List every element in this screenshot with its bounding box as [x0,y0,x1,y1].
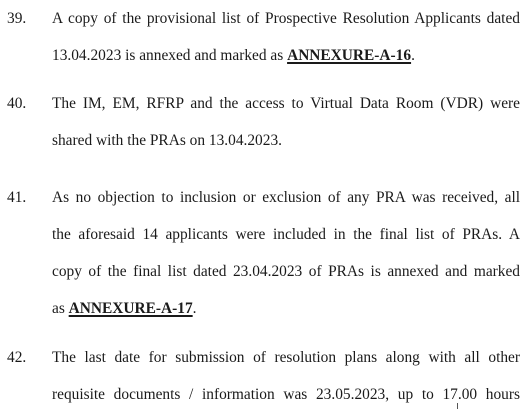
paragraph-line: shared with the PRAs on 13.04.2023. [52,132,282,149]
paragraph-line: the aforesaid 14 applicants were included in the final list of PRAs. A [52,226,520,243]
paragraph-line-text: as [52,300,69,317]
paragraph-number: 40. [7,95,27,112]
annexure-suffix: . [192,300,197,317]
paragraph-line: The IM, EM, RFRP and the access to Virtual Data Room (VDR) were [52,95,520,112]
annexure-reference: ANNEXURE-A-17 [68,300,193,317]
paragraph-line [52,290,197,327]
annexure-reference: ANNEXURE-A-16 [287,47,412,64]
paragraph-line: copy of the final list dated 23.04.2023 of PRAs is annexed and marked [52,263,520,280]
paragraph-line: A copy of the provisional list of Prospective Resolution Applicants dated [52,10,520,27]
paragraph-line: As no objection to inclusion or exclusion of any PRA was received, all [52,189,520,206]
paragraph-number: 42. [7,349,27,366]
paragraph-number: 39. [7,10,27,27]
scan-artifact [457,403,458,409]
paragraph-line: The last date for submission of resolution plans along with all other [52,349,520,366]
paragraph-number: 41. [7,189,27,206]
annexure-suffix: . [411,47,415,64]
paragraph-line: requisite documents / information was 23.05.2023, up to 17.00 hours [52,386,520,403]
paragraph-line-text: 13.04.2023 is annexed and marked as [52,47,288,64]
paragraph-line [52,37,415,74]
